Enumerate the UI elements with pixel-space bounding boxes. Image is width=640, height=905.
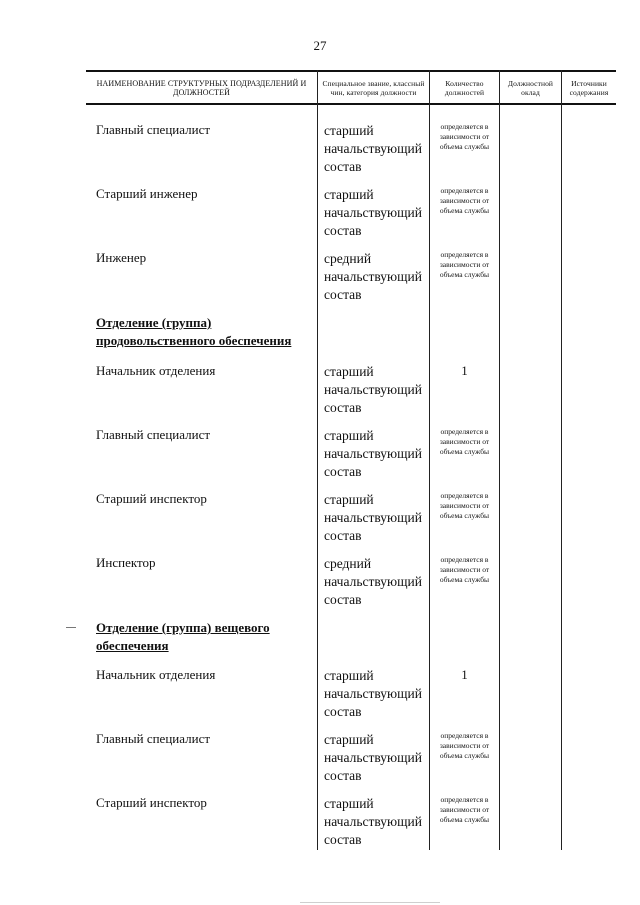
scan-artifact [300, 902, 440, 903]
position-rank: старший начальствующий состав [324, 187, 422, 238]
position-rank: старший начальствующий состав [324, 364, 422, 415]
position-name: Инспектор [96, 555, 156, 570]
position-quantity: определяется в зависимости от объема службы [439, 731, 490, 760]
position-rank: старший начальствующий состав [324, 732, 422, 783]
position-name: Главный специалист [96, 427, 211, 442]
position-rank: старший начальствующий состав [324, 428, 422, 479]
position-rank: средний начальствующий состав [324, 251, 422, 302]
position-quantity: 1 [461, 363, 468, 378]
column-divider [317, 70, 318, 850]
table-top-border [86, 70, 616, 72]
page-number: 27 [313, 38, 327, 53]
position-name: Старший инспектор [96, 795, 207, 810]
position-name: Инженер [96, 250, 147, 265]
position-name: Начальник отделения [96, 363, 216, 378]
section-title: Отделение (группа) продовольственного обеспечения [96, 315, 292, 348]
position-quantity: определяется в зависимости от объема службы [439, 491, 490, 520]
position-quantity: определяется в зависимости от объема службы [439, 427, 490, 456]
header-salary: Должностной оклад [507, 79, 554, 97]
section-title: Отделение (группа) вещевого обеспечения [96, 620, 270, 653]
header-source: Источники содержания [569, 79, 609, 97]
position-name: Главный специалист [96, 122, 211, 137]
position-rank: старший начальствующий состав [324, 668, 422, 719]
position-rank: старший начальствующий состав [324, 123, 422, 174]
position-rank: старший начальствующий состав [324, 796, 422, 847]
position-quantity: 1 [461, 667, 468, 682]
position-rank: старший начальствующий состав [324, 492, 422, 543]
position-quantity: определяется в зависимости от объема службы [439, 555, 490, 584]
scan-artifact [66, 627, 76, 628]
position-name: Старший инспектор [96, 491, 207, 506]
header-quantity: Количество должностей [444, 79, 485, 97]
position-quantity: определяется в зависимости от объема службы [439, 122, 490, 151]
header-bottom-border [86, 103, 616, 105]
position-quantity: определяется в зависимости от объема службы [439, 795, 490, 824]
header-rank: Специальное звание, классный чин, категория должности [322, 79, 425, 97]
column-divider [499, 70, 500, 850]
column-divider [561, 70, 562, 850]
position-quantity: определяется в зависимости от объема службы [439, 186, 490, 215]
position-rank: средний начальствующий состав [324, 556, 422, 607]
position-name: Старший инженер [96, 186, 198, 201]
header-name: НАИМЕНОВАНИЕ СТРУКТУРНЫХ ПОДРАЗДЕЛЕНИЙ И ДОЛЖНОСТЕЙ [96, 79, 307, 97]
staff-table [86, 70, 616, 850]
position-quantity: определяется в зависимости от объема службы [439, 250, 490, 279]
position-name: Начальник отделения [96, 667, 216, 682]
position-name: Главный специалист [96, 731, 211, 746]
